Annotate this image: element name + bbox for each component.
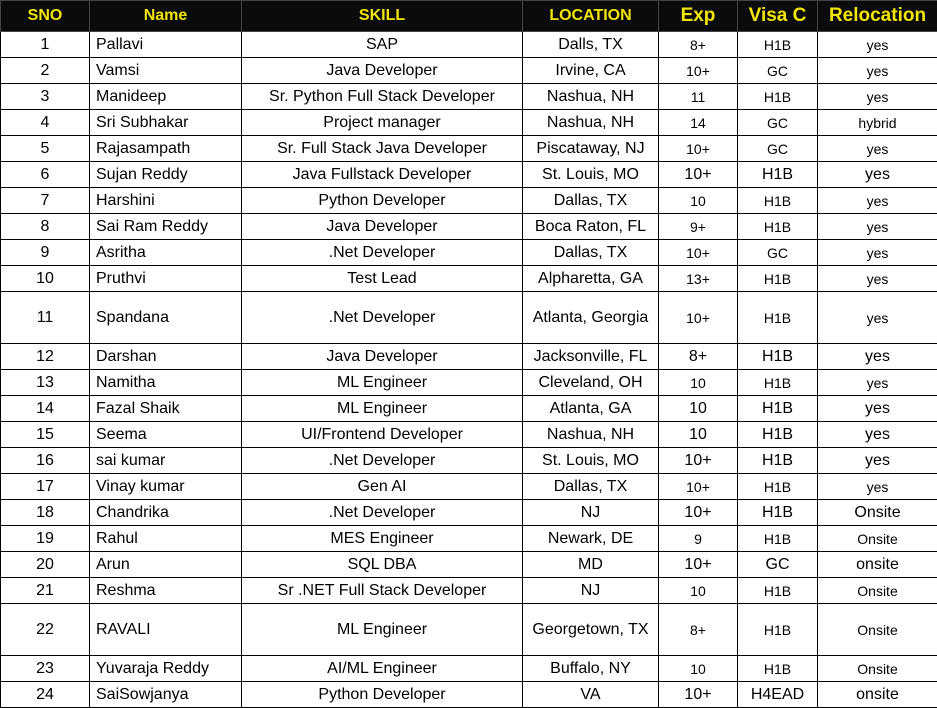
cell-skill: Python Developer xyxy=(242,188,523,214)
table-row xyxy=(1,58,937,84)
cell-location: Cleveland, OH xyxy=(523,370,659,396)
cell-skill: Sr .NET Full Stack Developer xyxy=(242,578,523,604)
cell-location: St. Louis, MO xyxy=(523,448,659,474)
cell-visa: GC xyxy=(738,110,818,136)
cell-name: Sri Subhakar xyxy=(90,110,242,136)
cell-skill: Test Lead xyxy=(242,266,523,292)
cell-relocation: onsite xyxy=(818,552,937,578)
cell-sno: 22 xyxy=(1,604,90,656)
cell-exp: 8+ xyxy=(659,604,738,656)
cell-name: Manideep xyxy=(90,84,242,110)
cell-location: Jacksonville, FL xyxy=(523,344,659,370)
cell-sno: 18 xyxy=(1,500,90,526)
cell-relocation: yes xyxy=(818,474,937,500)
header-exp: Exp xyxy=(659,1,738,32)
cell-relocation: yes xyxy=(818,32,937,58)
cell-visa: H1B xyxy=(738,162,818,188)
cell-exp: 8+ xyxy=(659,32,738,58)
table-row xyxy=(1,682,937,708)
header-name: Name xyxy=(90,1,242,32)
table-row xyxy=(1,162,937,188)
cell-exp: 10+ xyxy=(659,240,738,266)
table-row xyxy=(1,240,937,266)
cell-relocation: yes xyxy=(818,292,937,344)
cell-relocation: yes xyxy=(818,266,937,292)
header-visa: Visa C xyxy=(738,1,818,32)
cell-visa: H1B xyxy=(738,500,818,526)
cell-skill: UI/Frontend Developer xyxy=(242,422,523,448)
cell-sno: 6 xyxy=(1,162,90,188)
cell-location: Piscataway, NJ xyxy=(523,136,659,162)
table-row xyxy=(1,292,937,344)
cell-relocation: hybrid xyxy=(818,110,937,136)
table-row xyxy=(1,188,937,214)
cell-sno: 11 xyxy=(1,292,90,344)
cell-relocation: yes xyxy=(818,422,937,448)
cell-location: Newark, DE xyxy=(523,526,659,552)
cell-location: Georgetown, TX xyxy=(523,604,659,656)
cell-name: Fazal Shaik xyxy=(90,396,242,422)
table-row xyxy=(1,656,937,682)
table-row xyxy=(1,396,937,422)
cell-sno: 1 xyxy=(1,32,90,58)
cell-skill: SAP xyxy=(242,32,523,58)
cell-exp: 10 xyxy=(659,370,738,396)
cell-name: Rahul xyxy=(90,526,242,552)
cell-sno: 4 xyxy=(1,110,90,136)
cell-visa: H1B xyxy=(738,578,818,604)
cell-sno: 7 xyxy=(1,188,90,214)
cell-name: Vinay kumar xyxy=(90,474,242,500)
cell-location: Nashua, NH xyxy=(523,422,659,448)
cell-sno: 21 xyxy=(1,578,90,604)
cell-sno: 10 xyxy=(1,266,90,292)
cell-name: Rajasampath xyxy=(90,136,242,162)
cell-name: Harshini xyxy=(90,188,242,214)
cell-visa: H1B xyxy=(738,422,818,448)
cell-location: Dalls, TX xyxy=(523,32,659,58)
cell-name: sai kumar xyxy=(90,448,242,474)
header-skill: SKILL xyxy=(242,1,523,32)
cell-skill: Java Developer xyxy=(242,214,523,240)
cell-exp: 10 xyxy=(659,578,738,604)
cell-skill: .Net Developer xyxy=(242,292,523,344)
cell-relocation: yes xyxy=(818,396,937,422)
header-location: LOCATION xyxy=(523,1,659,32)
cell-sno: 15 xyxy=(1,422,90,448)
table-row xyxy=(1,474,937,500)
cell-relocation: Onsite xyxy=(818,604,937,656)
cell-sno: 5 xyxy=(1,136,90,162)
cell-name: Namitha xyxy=(90,370,242,396)
cell-name: Chandrika xyxy=(90,500,242,526)
cell-name: Pallavi xyxy=(90,32,242,58)
cell-location: Atlanta, GA xyxy=(523,396,659,422)
cell-exp: 10+ xyxy=(659,162,738,188)
cell-visa: H1B xyxy=(738,604,818,656)
cell-name: Reshma xyxy=(90,578,242,604)
cell-location: Irvine, CA xyxy=(523,58,659,84)
cell-name: RAVALI xyxy=(90,604,242,656)
cell-skill: Java Developer xyxy=(242,344,523,370)
cell-exp: 14 xyxy=(659,110,738,136)
cell-exp: 10 xyxy=(659,422,738,448)
table-row xyxy=(1,370,937,396)
cell-skill: AI/ML Engineer xyxy=(242,656,523,682)
cell-skill: Java Fullstack Developer xyxy=(242,162,523,188)
cell-exp: 10 xyxy=(659,656,738,682)
cell-skill: Project manager xyxy=(242,110,523,136)
cell-exp: 8+ xyxy=(659,344,738,370)
header-row xyxy=(1,1,937,32)
cell-location: Nashua, NH xyxy=(523,84,659,110)
cell-sno: 17 xyxy=(1,474,90,500)
cell-sno: 12 xyxy=(1,344,90,370)
cell-name: Asritha xyxy=(90,240,242,266)
cell-location: Buffalo, NY xyxy=(523,656,659,682)
cell-name: Arun xyxy=(90,552,242,578)
cell-location: NJ xyxy=(523,500,659,526)
cell-sno: 8 xyxy=(1,214,90,240)
table-body xyxy=(1,32,937,708)
cell-exp: 9+ xyxy=(659,214,738,240)
cell-location: Atlanta, Georgia xyxy=(523,292,659,344)
cell-location: Dallas, TX xyxy=(523,474,659,500)
table-row xyxy=(1,32,937,58)
header-sno: SNO xyxy=(1,1,90,32)
cell-visa: GC xyxy=(738,58,818,84)
cell-skill: ML Engineer xyxy=(242,370,523,396)
cell-sno: 24 xyxy=(1,682,90,708)
cell-visa: GC xyxy=(738,552,818,578)
cell-exp: 10+ xyxy=(659,292,738,344)
cell-exp: 11 xyxy=(659,84,738,110)
cell-visa: H1B xyxy=(738,656,818,682)
cell-sno: 9 xyxy=(1,240,90,266)
cell-name: Seema xyxy=(90,422,242,448)
cell-sno: 20 xyxy=(1,552,90,578)
cell-name: Darshan xyxy=(90,344,242,370)
cell-location: Alpharetta, GA xyxy=(523,266,659,292)
cell-exp: 10 xyxy=(659,396,738,422)
table-header xyxy=(1,1,937,32)
cell-location: Dallas, TX xyxy=(523,188,659,214)
cell-relocation: yes xyxy=(818,240,937,266)
cell-exp: 10+ xyxy=(659,500,738,526)
table-row xyxy=(1,526,937,552)
cell-visa: H1B xyxy=(738,448,818,474)
cell-location: Nashua, NH xyxy=(523,110,659,136)
cell-skill: Sr. Python Full Stack Developer xyxy=(242,84,523,110)
cell-exp: 13+ xyxy=(659,266,738,292)
cell-relocation: yes xyxy=(818,58,937,84)
cell-sno: 14 xyxy=(1,396,90,422)
cell-visa: H1B xyxy=(738,370,818,396)
cell-visa: H1B xyxy=(738,526,818,552)
cell-visa: H1B xyxy=(738,214,818,240)
cell-skill: Gen AI xyxy=(242,474,523,500)
cell-visa: H1B xyxy=(738,32,818,58)
table-row xyxy=(1,604,937,656)
cell-skill: ML Engineer xyxy=(242,396,523,422)
cell-visa: H1B xyxy=(738,188,818,214)
cell-skill: .Net Developer xyxy=(242,240,523,266)
cell-exp: 10 xyxy=(659,188,738,214)
cell-relocation: yes xyxy=(818,370,937,396)
cell-relocation: yes xyxy=(818,344,937,370)
cell-visa: H1B xyxy=(738,84,818,110)
cell-relocation: yes xyxy=(818,84,937,110)
cell-visa: H1B xyxy=(738,344,818,370)
cell-visa: H1B xyxy=(738,396,818,422)
table-row xyxy=(1,448,937,474)
table-row xyxy=(1,344,937,370)
cell-sno: 13 xyxy=(1,370,90,396)
cell-visa: H1B xyxy=(738,292,818,344)
cell-exp: 10+ xyxy=(659,474,738,500)
table-row xyxy=(1,136,937,162)
cell-relocation: Onsite xyxy=(818,578,937,604)
cell-location: NJ xyxy=(523,578,659,604)
cell-location: VA xyxy=(523,682,659,708)
table-row xyxy=(1,552,937,578)
cell-sno: 2 xyxy=(1,58,90,84)
table-row xyxy=(1,266,937,292)
cell-exp: 10+ xyxy=(659,682,738,708)
table-row xyxy=(1,84,937,110)
cell-name: Yuvaraja Reddy xyxy=(90,656,242,682)
cell-skill: .Net Developer xyxy=(242,500,523,526)
cell-location: St. Louis, MO xyxy=(523,162,659,188)
cell-exp: 10+ xyxy=(659,552,738,578)
cell-exp: 10+ xyxy=(659,58,738,84)
cell-skill: Sr. Full Stack Java Developer xyxy=(242,136,523,162)
cell-location: Dallas, TX xyxy=(523,240,659,266)
cell-location: Boca Raton, FL xyxy=(523,214,659,240)
cell-sno: 3 xyxy=(1,84,90,110)
cell-sno: 23 xyxy=(1,656,90,682)
cell-exp: 10+ xyxy=(659,136,738,162)
cell-relocation: yes xyxy=(818,214,937,240)
cell-skill: .Net Developer xyxy=(242,448,523,474)
cell-exp: 9 xyxy=(659,526,738,552)
cell-relocation: yes xyxy=(818,188,937,214)
cell-name: Sai Ram Reddy xyxy=(90,214,242,240)
table-row xyxy=(1,110,937,136)
cell-relocation: yes xyxy=(818,136,937,162)
cell-skill: MES Engineer xyxy=(242,526,523,552)
header-relocation: Relocation xyxy=(818,1,937,32)
cell-name: Vamsi xyxy=(90,58,242,84)
cell-sno: 19 xyxy=(1,526,90,552)
cell-skill: Python Developer xyxy=(242,682,523,708)
cell-relocation: yes xyxy=(818,162,937,188)
table-row xyxy=(1,500,937,526)
cell-relocation: yes xyxy=(818,448,937,474)
cell-visa: H4EAD xyxy=(738,682,818,708)
cell-skill: Java Developer xyxy=(242,58,523,84)
cell-visa: GC xyxy=(738,240,818,266)
cell-location: MD xyxy=(523,552,659,578)
table-row xyxy=(1,214,937,240)
cell-skill: ML Engineer xyxy=(242,604,523,656)
cell-relocation: Onsite xyxy=(818,656,937,682)
cell-skill: SQL DBA xyxy=(242,552,523,578)
cell-relocation: onsite xyxy=(818,682,937,708)
cell-visa: GC xyxy=(738,136,818,162)
cell-name: Spandana xyxy=(90,292,242,344)
cell-sno: 16 xyxy=(1,448,90,474)
cell-relocation: Onsite xyxy=(818,500,937,526)
cell-visa: H1B xyxy=(738,266,818,292)
cell-relocation: Onsite xyxy=(818,526,937,552)
cell-visa: H1B xyxy=(738,474,818,500)
table-row xyxy=(1,422,937,448)
cell-name: SaiSowjanya xyxy=(90,682,242,708)
cell-name: Pruthvi xyxy=(90,266,242,292)
table-row xyxy=(1,578,937,604)
cell-name: Sujan Reddy xyxy=(90,162,242,188)
cell-exp: 10+ xyxy=(659,448,738,474)
